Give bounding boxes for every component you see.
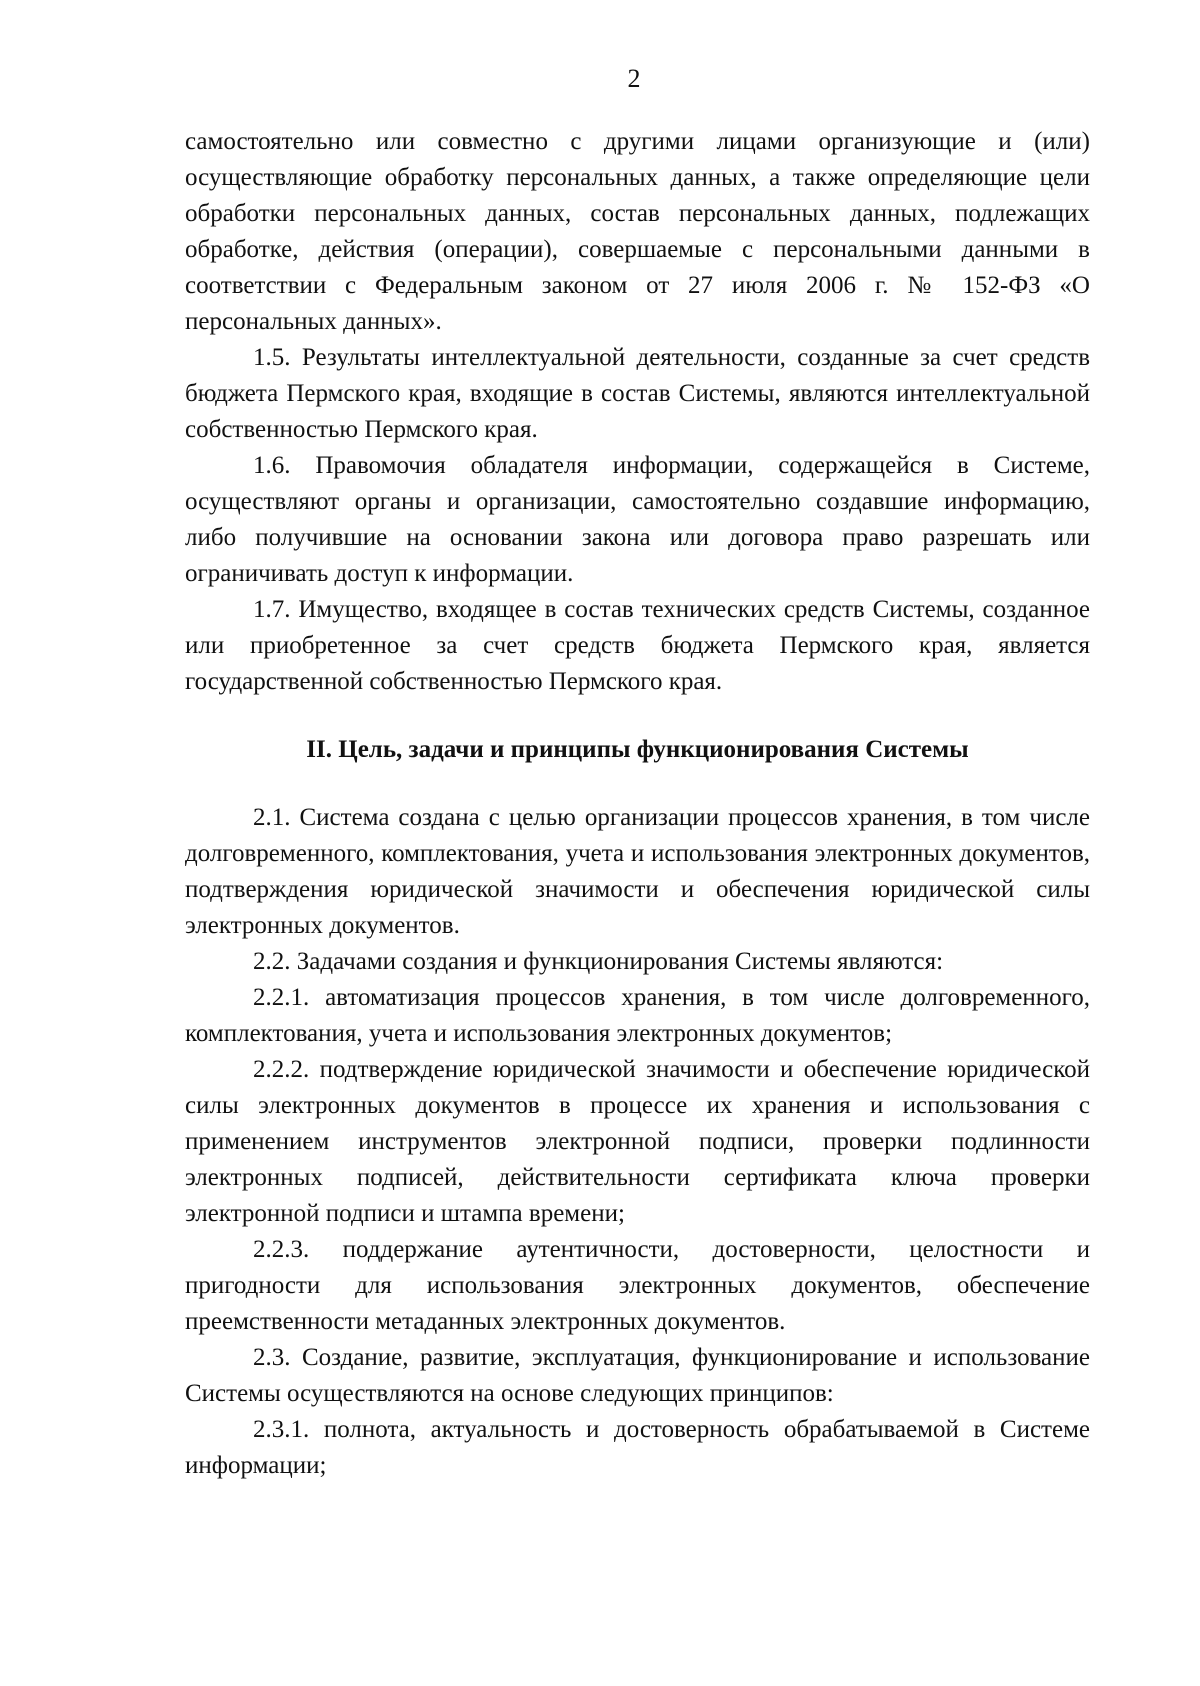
paragraph-2-2: 2.2. Задачами создания и функционирования Системы являются: — [253, 948, 944, 975]
paragraph-2-2-3: 2.2.3. поддержание аутентичности, достоверности, целостности и пригодности для использования электронных документов, обеспечение преемственности метаданных электронных документов. — [185, 1236, 1090, 1335]
paragraph-2-2-1: 2.2.1. автоматизация процессов хранения, в том числе долговременного, комплектования, учета и использования электронных документов; — [185, 984, 1090, 1047]
paragraph-1-6: 1.6. Правомочия обладателя информации, содержащейся в Системе, осуществляют органы и организации, самостоятельно создавшие информацию, либо получившие на основании закона или договора право разрешать или ограничивать доступ к информации. — [185, 452, 1090, 587]
paragraph-1-7: 1.7. Имущество, входящее в состав технических средств Системы, созданное или приобретенное за счет средств бюджета Пермского края, является государственной собственностью Пермского края. — [185, 596, 1090, 695]
paragraph-2-3: 2.3. Создание, развитие, эксплуатация, функционирование и использование Системы осуществляются на основе следующих принципов: — [185, 1344, 1090, 1407]
paragraph-2-1: 2.1. Система создана с целью организации процессов хранения, в том числе долговременного, комплектования, учета и использования электронных документов, подтверждения юридической значимости и обеспечения юридической силы электронных документов. — [185, 804, 1090, 939]
page-number: 2 — [627, 64, 641, 93]
document-body — [185, 124, 1090, 1484]
paragraph-continuation: самостоятельно или совместно с другими лицами организующие и (или) осуществляющие обработку персональных данных, а также определяющие цели обработки персональных данных, состав персональных данных, подлежащих обработке, действия (операции), совершаемые с персональными данными в соответствии с Федеральным законом от 27 июля 2006 г. № 152-ФЗ «О персональных данных». — [185, 128, 1090, 335]
paragraph-1-5: 1.5. Результаты интеллектуальной деятельности, созданные за счет средств бюджета Пермского края, входящие в состав Системы, являются интеллектуальной собственностью Пермского края. — [185, 344, 1090, 443]
paragraph-2-2-2: 2.2.2. подтверждение юридической значимости и обеспечение юридической силы электронных документов в процессе их хранения и использования с применением инструментов электронной подписи, проверки подлинности электронных подписей, действительности сертификата ключа проверки электронной подписи и штампа времени; — [185, 1056, 1090, 1227]
paragraph-2-3-1: 2.3.1. полнота, актуальность и достоверность обрабатываемой в Системе информации; — [185, 1416, 1090, 1479]
section-heading: II. Цель, задачи и принципы функционирования Системы — [306, 736, 969, 763]
